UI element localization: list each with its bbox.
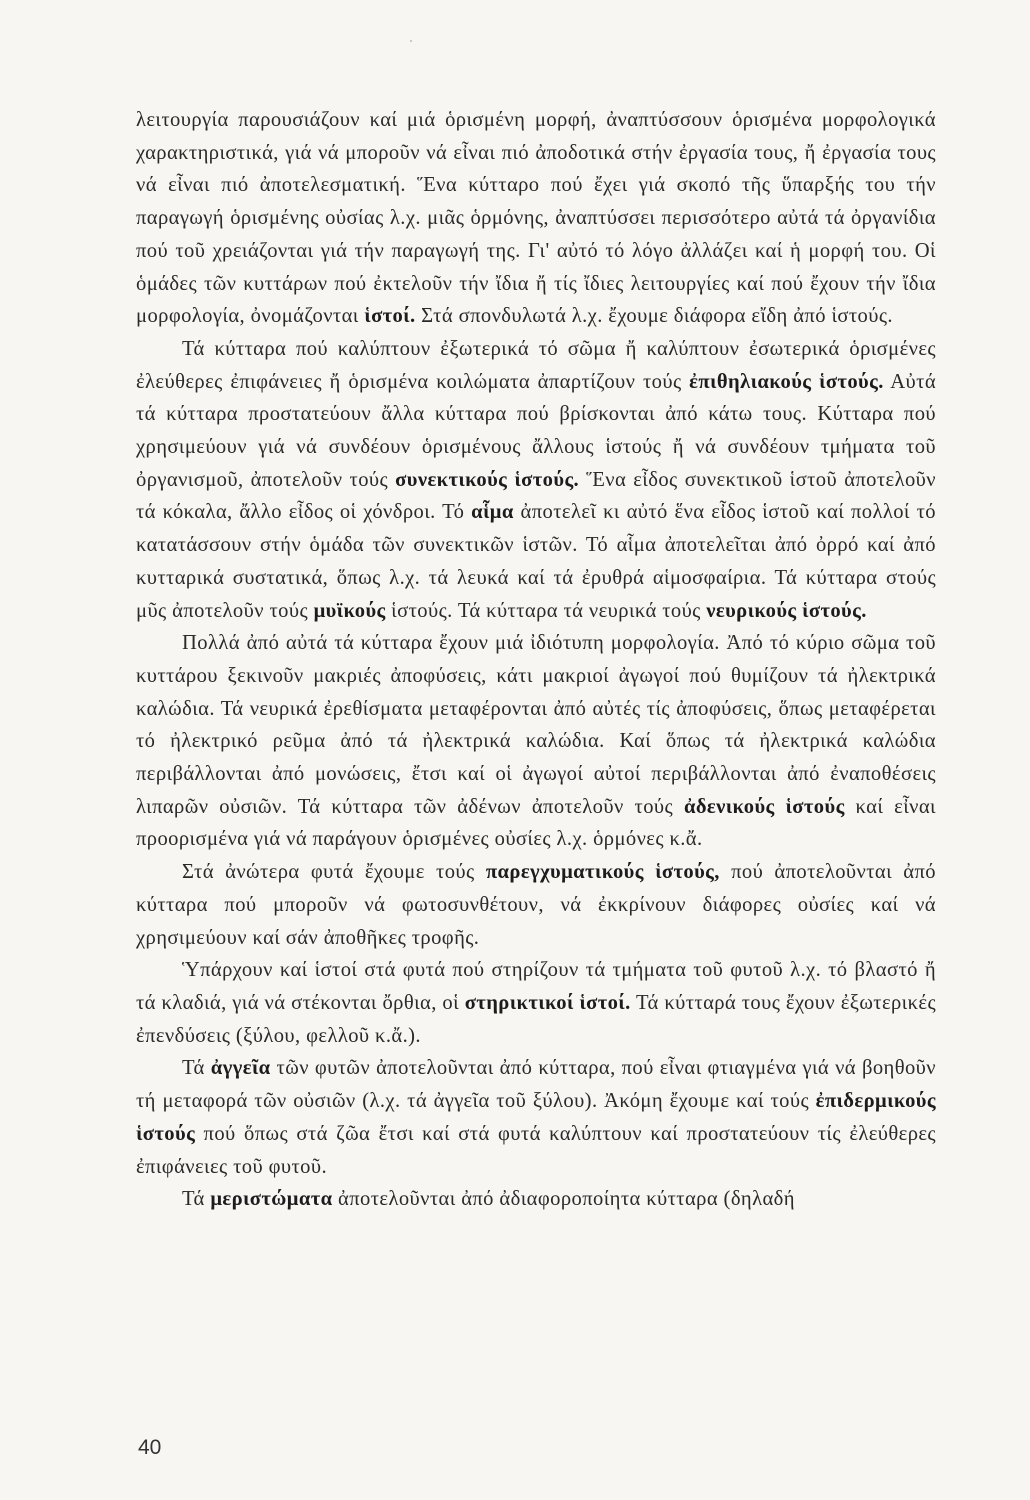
paragraph	[136, 1183, 936, 1216]
bold-term: ἐπιθηλιακούς ἱστούς.	[689, 370, 884, 393]
paragraph	[136, 104, 936, 333]
text-run: Ἕνα εἶδος συνεκτικοῦ ἱστοῦ ἀποτελοῦν τά κόκαλα, ἄλλο εἶδος οἱ χόνδροι. Τό	[136, 468, 936, 524]
text-run: Τά	[182, 1057, 211, 1080]
bold-term: παρεγχυματικούς ἱστούς,	[485, 861, 720, 884]
paragraph	[136, 954, 936, 1052]
text-run: ἀποτελοῦνται ἀπό ἀδιαφοροποίητα κύτταρα (δηλαδή	[332, 1188, 795, 1211]
text-run: πού ὅπως στά ζῶα ἔτσι καί στά φυτά καλύπτουν καί προστατεύουν τίς ἐλεύθερες ἐπιφάνειες τοῦ φυτοῦ.	[136, 1122, 936, 1178]
text-run: Αὐτά τά κύτταρα προστατεύουν ἄλλα κύτταρα πού βρίσκονται ἀπό κάτω τους. Κύτταρα πού χρησιμεύουν γιά νά συνδέουν ὁρισμένους ἄλλους ἱστούς ἤ νά συνδέουν τμήματα τοῦ ὀργανισμοῦ, ἀποτελοῦν τούς	[136, 370, 937, 491]
page-speck	[410, 40, 412, 42]
bold-term: ἐπιδερμικούς ἱστούς	[136, 1090, 936, 1145]
bold-term: συνεκτικούς ἱστούς.	[395, 468, 580, 491]
text-run: λειτουργία παρουσιάζουν καί μιά ὁρισμένη μορφή, ἀναπτύσσουν ὁρισμένα μορφολογικά χαρακτηριστικά, γιά νά μποροῦν νά εἶναι πιό ἀποδοτικά στήν ἐργασία τους, ἤ ἐργασία τους νά εἶναι πιό ἀποτελεσματική. Ἕνα κύτταρο πού ἔχει γιά σκοπό τῆς ὕπαρξής του τήν παραγωγή ὁρισμένης οὐσίας λ.χ. μιᾶς ὁρμόνης, ἀναπτύσσει περισσότερο αὐτά τά ὀργανίδια πού τοῦ χρειάζονται γιά τήν παραγωγή της. Γι' αὐτό τό λόγο ἀλλάζει καί ἡ μορφή του. Οἱ ὁμάδες τῶν κυττάρων πού ἐκτελοῦν τήν ἴδια ἤ τίς ἴδιες λειτουργίες καί πού ἔχουν τήν ἴδια μορφολογία, ὀνομάζονται	[136, 109, 936, 328]
bold-term: μεριστώματα	[210, 1188, 333, 1211]
text-run: ἱστούς. Τά κύτταρα τά νευρικά τούς	[385, 599, 707, 622]
text-run: πού ἀποτελοῦνται ἀπό κύτταρα πού μποροῦν νά φωτοσυνθέτουν, νά ἐκκρίνουν διάφορες οὐσίες καί νά χρησιμεύουν καί σάν ἀποθῆκες τροφῆς.	[136, 861, 936, 949]
bold-term: νευρικούς ἱστούς.	[706, 599, 867, 622]
bold-term: αἷμα	[471, 501, 514, 524]
text-run: Στά ἀνώτερα φυτά ἔχουμε τούς	[182, 861, 486, 884]
text-run: Στά σπονδυλωτά λ.χ. ἔχουμε διάφορα εἴδη ἀπό ἱστούς.	[415, 305, 893, 328]
bold-term: ἀγγεῖα	[210, 1057, 271, 1080]
bold-term: ἀδενικούς ἱστούς	[683, 795, 845, 818]
text-run: ἀποτελεῖ κι αὐτό ἕνα εἶδος ἱστοῦ καί πολλοί τό κατατάσσουν στήν ὁμάδα τῶν συνεκτικῶν ἱστῶν. Τό αἷμα ἀποτελεῖται ἀπό ὀρρό καί ἀπό κυτταρικά συστατικά, ὅπως λ.χ. τά λευκά καί τά ἐρυθρά αἱμοσφαίρια. Τά κύτταρα στούς μῦς ἀποτελοῦν τούς	[136, 501, 936, 622]
bold-term: στηρικτικοί ἱστοί.	[464, 991, 631, 1014]
page-number: 40	[138, 1436, 162, 1459]
paragraph	[136, 856, 936, 954]
text-run: Ὑπάρχουν καί ἱστοί στά φυτά πού στηρίζουν τά τμήματα τοῦ φυτοῦ λ.χ. τό βλαστό ἤ τά κλαδιά, γιά νά στέκονται ὄρθια, οἱ	[136, 959, 936, 1014]
paragraph	[136, 1052, 936, 1183]
text-run: Τά	[182, 1188, 211, 1211]
text-run: Τά κύτταρά τους ἔχουν ἐξωτερικές ἐπενδύσεις (ξύλου, φελλοῦ κ.ἄ.).	[136, 991, 936, 1047]
text-run: Τά κύτταρα πού καλύπτουν ἐξωτερικά τό σῶμα ἤ καλύπτουν ἐσωτερικά ὁρισμένες ἐλεύθερες ἐπιφάνειες ἤ ὁρισμένα κοιλώματα ἀπαρτίζουν τούς	[136, 337, 936, 393]
text-run: τῶν φυτῶν ἀποτελοῦνται ἀπό κύτταρα, πού εἶναι φτιαγμένα γιά νά βοηθοῦν τή μεταφορά τῶν οὐσιῶν (λ.χ. τά ἀγγεῖα τοῦ ξύλου). Ἀκόμη ἔχουμε καί τούς	[136, 1057, 936, 1113]
paragraph	[136, 333, 936, 627]
bold-term: μυϊκούς	[313, 599, 386, 622]
bold-term: ἱστοί.	[364, 305, 416, 328]
text-run: καί εἶναι προορισμένα γιά νά παράγουν ὁρισμένες οὐσίες λ.χ. ὁρμόνες κ.ἄ.	[136, 795, 936, 851]
body-text	[136, 104, 936, 1216]
text-run: Πολλά ἀπό αὐτά τά κύτταρα ἔχουν μιά ἰδιότυπη μορφολογία. Ἀπό τό κύριο σῶμα τοῦ κυττάρου ξεκινοῦν μακριές ἀποφύσεις, κάτι μακριοί ἀγωγοί πού θυμίζουν τά ἠλεκτρικά καλώδια. Τά νευρικά ἐρεθίσματα μεταφέρονται ἀπό αὐτές τίς ἀποφύσεις, ὅπως μεταφέρεται τό ἠλεκτρικό ρεῦμα ἀπό τά ἠλεκτρικά καλώδια. Καί ὅπως τά ἠλεκτρικά καλώδια περιβάλλονται ἀπό μονώσεις, ἔτσι καί οἱ ἀγωγοί αὐτοί περιβάλλονται ἀπό ἐναποθέσεις λιπαρῶν οὐσιῶν. Τά κύτταρα τῶν ἀδένων ἀποτελοῦν τούς	[136, 632, 936, 818]
paragraph	[136, 627, 936, 856]
